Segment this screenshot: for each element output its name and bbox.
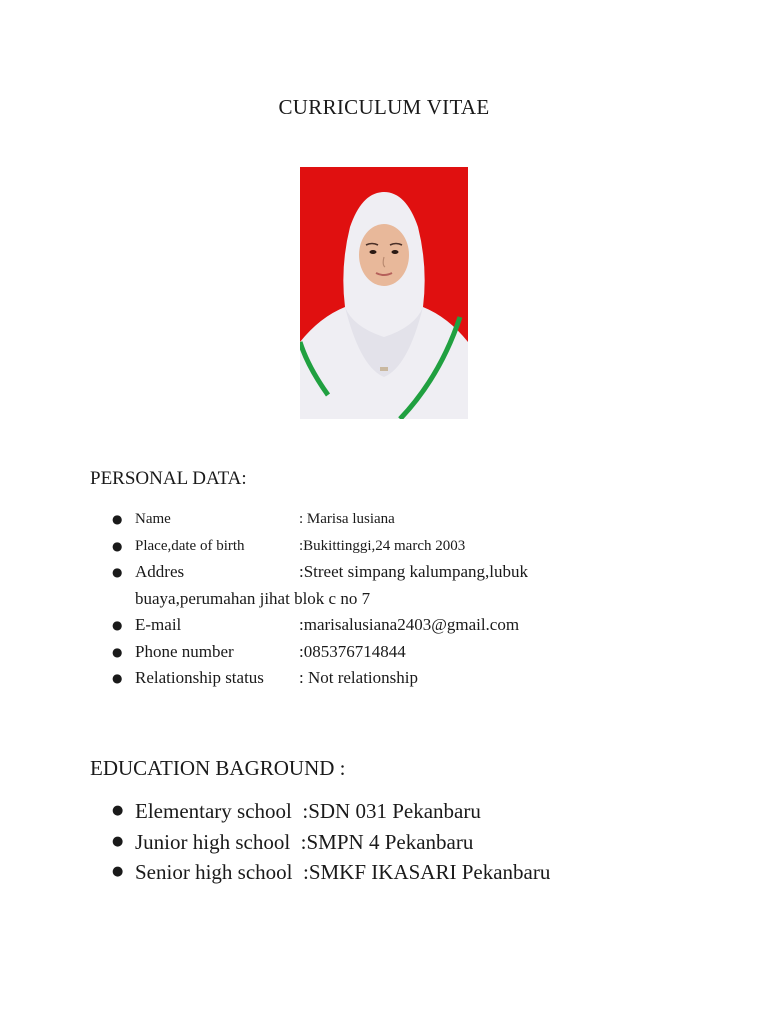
list-item: [112, 559, 712, 612]
list-item: [112, 796, 712, 827]
field-label: Place,date of birth: [135, 537, 245, 554]
list-item: [112, 857, 712, 888]
bullet-icon: ●: [112, 512, 123, 526]
field-label: Phone number: [135, 641, 234, 661]
list-item: [112, 827, 712, 858]
school-name: :SMPN 4 Pekanbaru: [300, 829, 474, 854]
field-value: :Bukittinggi,24 march 2003: [299, 537, 466, 554]
school-name: :SMKF IKASARI Pekanbaru: [303, 860, 551, 884]
bullet-icon: ●: [112, 833, 124, 849]
personal-data-heading: PERSONAL DATA:: [90, 468, 247, 489]
document-title: CURRICULUM VITAE: [278, 95, 490, 119]
bullet-icon: ●: [112, 618, 123, 632]
education-heading: EDUCATION BAGROUND :: [90, 756, 346, 780]
profile-photo: [300, 167, 468, 419]
list-item: [112, 612, 712, 639]
list-item: [112, 533, 712, 560]
field-label: Relationship status: [135, 668, 264, 687]
field-value: :marisalusiana2403@gmail.com: [299, 615, 520, 634]
field-value-continuation: buaya,perumahan jihat blok c no 7: [135, 588, 371, 608]
field-value: : Marisa lusiana: [299, 511, 395, 527]
school-level: Elementary school: [135, 799, 292, 823]
list-item: [112, 665, 712, 692]
field-label: Name: [135, 511, 171, 527]
field-value: : Not relationship: [299, 668, 418, 687]
bullet-icon: ●: [112, 803, 124, 818]
school-level: Junior high school: [135, 829, 291, 854]
list-item: [112, 639, 712, 666]
bullet-icon: ●: [112, 538, 123, 553]
bullet-icon: ●: [112, 864, 124, 879]
field-label: Addres: [135, 562, 185, 581]
bullet-icon: ●: [112, 644, 123, 659]
bullet-icon: ●: [112, 565, 123, 579]
field-label: E-mail: [135, 615, 182, 634]
field-value: :085376714844: [299, 641, 406, 661]
personal-data-list: [112, 506, 712, 692]
list-item: [112, 506, 712, 533]
field-value: :Street simpang kalumpang,lubuk: [299, 562, 528, 581]
bullet-icon: ●: [112, 671, 123, 685]
education-list: [112, 796, 712, 888]
school-name: :SDN 031 Pekanbaru: [302, 799, 481, 823]
school-level: Senior high school: [135, 860, 293, 884]
